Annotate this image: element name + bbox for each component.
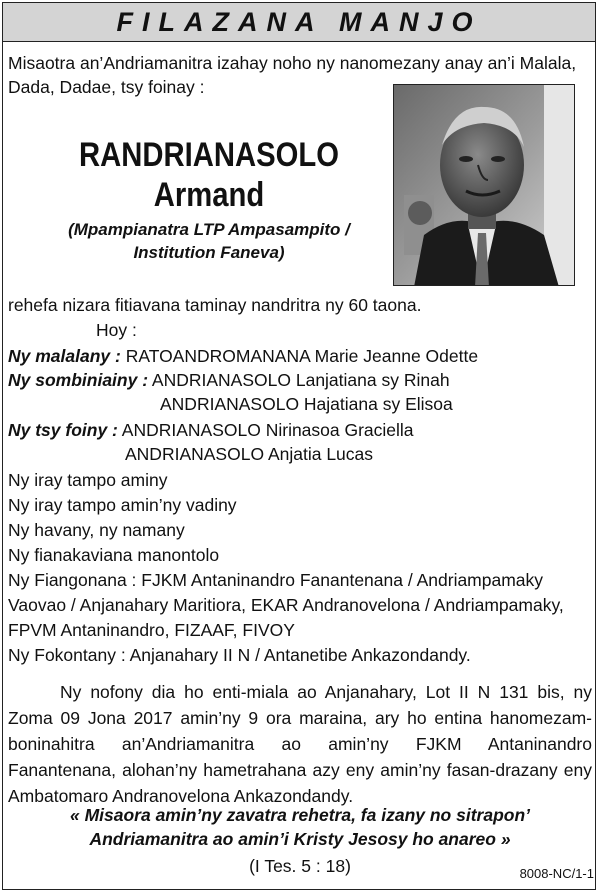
line-fianakaviana: Ny fianakaviana manontolo	[8, 545, 220, 565]
quote-line-1: « Misaora amin’ny zavatra rehetra, fa izany no sitrapon’	[69, 805, 531, 825]
bible-quote	[8, 803, 592, 851]
funeral-paragraph	[8, 679, 592, 809]
duration-line: rehefa nizara fitiavana taminay nandritra ny 60 taona.	[8, 295, 422, 315]
portrait-photo	[393, 84, 575, 286]
role-line-2: Institution Faneva)	[133, 243, 285, 262]
notice-title: FILAZANA MANJO	[116, 6, 482, 37]
malalany-label: Ny malalany :	[8, 346, 121, 366]
header-banner	[3, 3, 595, 42]
funeral-text: Ny nofony dia ho enti-miala ao Anjanahary, Lot II N 131 bis, ny Zoma 09 Jona 2017 amin’ny 9 ora maraina, ary ho entina hanomezam-boninahitra an’Andriamanitra ao amin’ny FJKM Antaninandro Fanantenana, alohan’ny hametrahana azy eny amin’ny fasan-drazany eny Ambatomaro Andranovelona Ankazondandy.	[8, 682, 592, 806]
fiangonana-line-3: FPVM Antaninandro, FIZAAF, FIVOY	[8, 620, 295, 640]
fokontany-line: Ny Fokontany : Anjanahary II N / Antanetibe Ankazondandy.	[8, 645, 471, 665]
malalany-row	[8, 344, 478, 368]
role-line-1: (Mpampianatra LTP Ampasampito /	[68, 220, 350, 239]
tsyfoiny-value-2: ANDRIANASOLO Anjatia Lucas	[125, 444, 374, 464]
deceased-surname: RANDRIANASOLO	[79, 136, 339, 174]
tsyfoiny-value-1: ANDRIANASOLO Nirinasoa Graciella	[117, 420, 414, 440]
tsyfoiny-label: Ny tsy foiny :	[8, 420, 118, 440]
quote-line-2: Andriamanitra ao amin’i Kristy Jesosy ho anareo »	[89, 829, 511, 849]
line-tampo: Ny iray tampo aminy	[8, 470, 168, 490]
deceased-firstname: Armand	[153, 176, 265, 214]
sombiniainy-value-2: ANDRIANASOLO Hajatiana sy Elisoa	[160, 394, 453, 414]
deceased-role	[20, 218, 398, 264]
sombiniainy-label: Ny sombiniainy :	[8, 370, 149, 390]
fiangonana-line-2: Vaovao / Anjanahary Maritiora, EKAR Andranovelona / Andriampamaky,	[8, 595, 564, 615]
line-havany: Ny havany, ny namany	[8, 520, 185, 540]
intro-text: Misaotra an’Andriamanitra izahay noho ny nanomezany anay an’i Malala, Dada, Dadae, tsy foinay :	[8, 53, 577, 97]
tsyfoiny-row	[8, 418, 414, 442]
ad-code: 8008-NC/1-1	[519, 866, 594, 881]
sombiniainy-row	[8, 368, 450, 392]
portrait-image	[394, 85, 575, 286]
malalany-value: RATOANDROMANANA Marie Jeanne Odette	[120, 346, 479, 366]
sombiniainy-value-1: ANDRIANASOLO Lanjatiana sy Rinah	[148, 370, 450, 390]
line-tampo-vady: Ny iray tampo amin’ny vadiny	[8, 495, 237, 515]
hoy-label: Hoy :	[96, 320, 137, 340]
quote-reference: (I Tes. 5 : 18)	[249, 856, 351, 876]
fiangonana-line-1: Ny Fiangonana : FJKM Antaninandro Fanantenana / Andriampamaky	[8, 570, 544, 590]
